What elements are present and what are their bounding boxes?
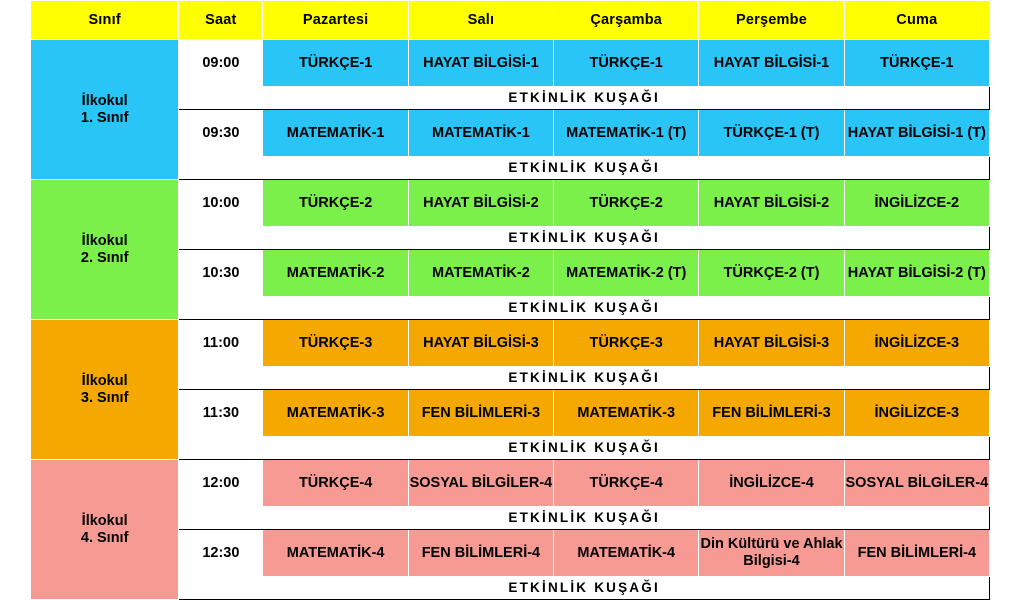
header-cell-persembe: Perşembe [699, 1, 844, 40]
lesson-cell: TÜRKÇE-3 [554, 320, 699, 367]
lesson-cell: MATEMATİK-1 [408, 110, 553, 157]
lesson-cell: TÜRKÇE-1 (T) [699, 110, 844, 157]
lesson-cell: MATEMATİK-1 (T) [554, 110, 699, 157]
lesson-cell: HAYAT BİLGİSİ-1 [408, 40, 553, 87]
activity-band-label: ETKİNLİK KUŞAĞI [179, 87, 990, 110]
header-cell-cuma: Cuma [844, 1, 989, 40]
grade-label-line1: İlkokul [81, 512, 128, 529]
grade-label-line2: 1. Sınıf [80, 109, 129, 126]
header-cell-saat: Saat [179, 1, 263, 40]
lesson-cell: İNGİLİZCE-3 [844, 320, 989, 367]
header-cell-sali: Salı [408, 1, 553, 40]
grade-label-line2: 4. Sınıf [80, 529, 129, 546]
lesson-cell: TÜRKÇE-2 (T) [699, 250, 844, 297]
lesson-cell: MATEMATİK-3 [263, 390, 408, 437]
lesson-cell: TÜRKÇE-2 [263, 180, 408, 227]
table-row [31, 180, 990, 227]
table-row [31, 460, 990, 507]
lesson-cell: FEN BİLİMLERİ-3 [408, 390, 553, 437]
lesson-cell: HAYAT BİLGİSİ-1 [699, 40, 844, 87]
activity-band-label: ETKİNLİK KUŞAĞI [179, 507, 990, 530]
header-row [31, 1, 990, 40]
lesson-cell: TÜRKÇE-4 [263, 460, 408, 507]
time-cell: 09:30 [179, 110, 263, 157]
activity-band-label: ETKİNLİK KUŞAĞI [179, 227, 990, 250]
lesson-cell: TÜRKÇE-1 [844, 40, 989, 87]
lesson-cell: HAYAT BİLGİSİ-3 [699, 320, 844, 367]
lesson-cell: MATEMATİK-2 (T) [554, 250, 699, 297]
time-cell: 09:00 [179, 40, 263, 87]
lesson-cell: İNGİLİZCE-3 [844, 390, 989, 437]
lesson-cell: FEN BİLİMLERİ-3 [699, 390, 844, 437]
grade-cell [31, 320, 179, 460]
lesson-cell: Din Kültürü ve Ahlak Bilgisi-4 [699, 530, 844, 577]
grade-cell [31, 40, 179, 180]
header-cell-pazartesi: Pazartesi [263, 1, 408, 40]
grade-cell [31, 460, 179, 600]
lesson-cell: HAYAT BİLGİSİ-1 (T) [844, 110, 989, 157]
table-row [31, 40, 990, 87]
lesson-cell: TÜRKÇE-3 [263, 320, 408, 367]
activity-band-label: ETKİNLİK KUŞAĞI [179, 437, 990, 460]
lesson-cell: TÜRKÇE-2 [554, 180, 699, 227]
grade-label-line2: 3. Sınıf [80, 389, 129, 406]
time-cell: 12:30 [179, 530, 263, 577]
lesson-cell: MATEMATİK-2 [263, 250, 408, 297]
grade-cell [31, 180, 179, 320]
lesson-cell: HAYAT BİLGİSİ-3 [408, 320, 553, 367]
lesson-cell: MATEMATİK-2 [408, 250, 553, 297]
table-body [31, 40, 990, 600]
lesson-cell: MATEMATİK-4 [263, 530, 408, 577]
grade-label-line2: 2. Sınıf [80, 249, 129, 266]
lesson-cell: FEN BİLİMLERİ-4 [408, 530, 553, 577]
lesson-cell: MATEMATİK-4 [554, 530, 699, 577]
lesson-cell: HAYAT BİLGİSİ-2 [408, 180, 553, 227]
activity-band-label: ETKİNLİK KUŞAĞI [179, 297, 990, 320]
grade-label-line1: İlkokul [81, 92, 128, 109]
time-cell: 10:30 [179, 250, 263, 297]
lesson-cell: TÜRKÇE-4 [554, 460, 699, 507]
activity-band-label: ETKİNLİK KUŞAĞI [179, 367, 990, 390]
lesson-cell: SOSYAL BİLGİLER-4 [844, 460, 989, 507]
time-cell: 10:00 [179, 180, 263, 227]
lesson-cell: FEN BİLİMLERİ-4 [844, 530, 989, 577]
header-cell-carsamba: Çarşamba [554, 1, 699, 40]
lesson-cell: İNGİLİZCE-2 [844, 180, 989, 227]
lesson-cell: HAYAT BİLGİSİ-2 [699, 180, 844, 227]
lesson-cell: İNGİLİZCE-4 [699, 460, 844, 507]
lesson-cell: MATEMATİK-3 [554, 390, 699, 437]
time-cell: 12:00 [179, 460, 263, 507]
activity-band-label: ETKİNLİK KUŞAĞI [179, 157, 990, 180]
lesson-cell: TÜRKÇE-1 [263, 40, 408, 87]
schedule-table [30, 0, 990, 600]
grade-label-line1: İlkokul [81, 232, 128, 249]
header-cell-sinif: Sınıf [31, 1, 179, 40]
lesson-cell: SOSYAL BİLGİLER-4 [408, 460, 553, 507]
table-header [31, 1, 990, 40]
time-cell: 11:00 [179, 320, 263, 367]
lesson-cell: HAYAT BİLGİSİ-2 (T) [844, 250, 989, 297]
lesson-cell: MATEMATİK-1 [263, 110, 408, 157]
grade-label-line1: İlkokul [81, 372, 128, 389]
activity-band-label: ETKİNLİK KUŞAĞI [179, 577, 990, 600]
table-row [31, 320, 990, 367]
time-cell: 11:30 [179, 390, 263, 437]
lesson-cell: TÜRKÇE-1 [554, 40, 699, 87]
